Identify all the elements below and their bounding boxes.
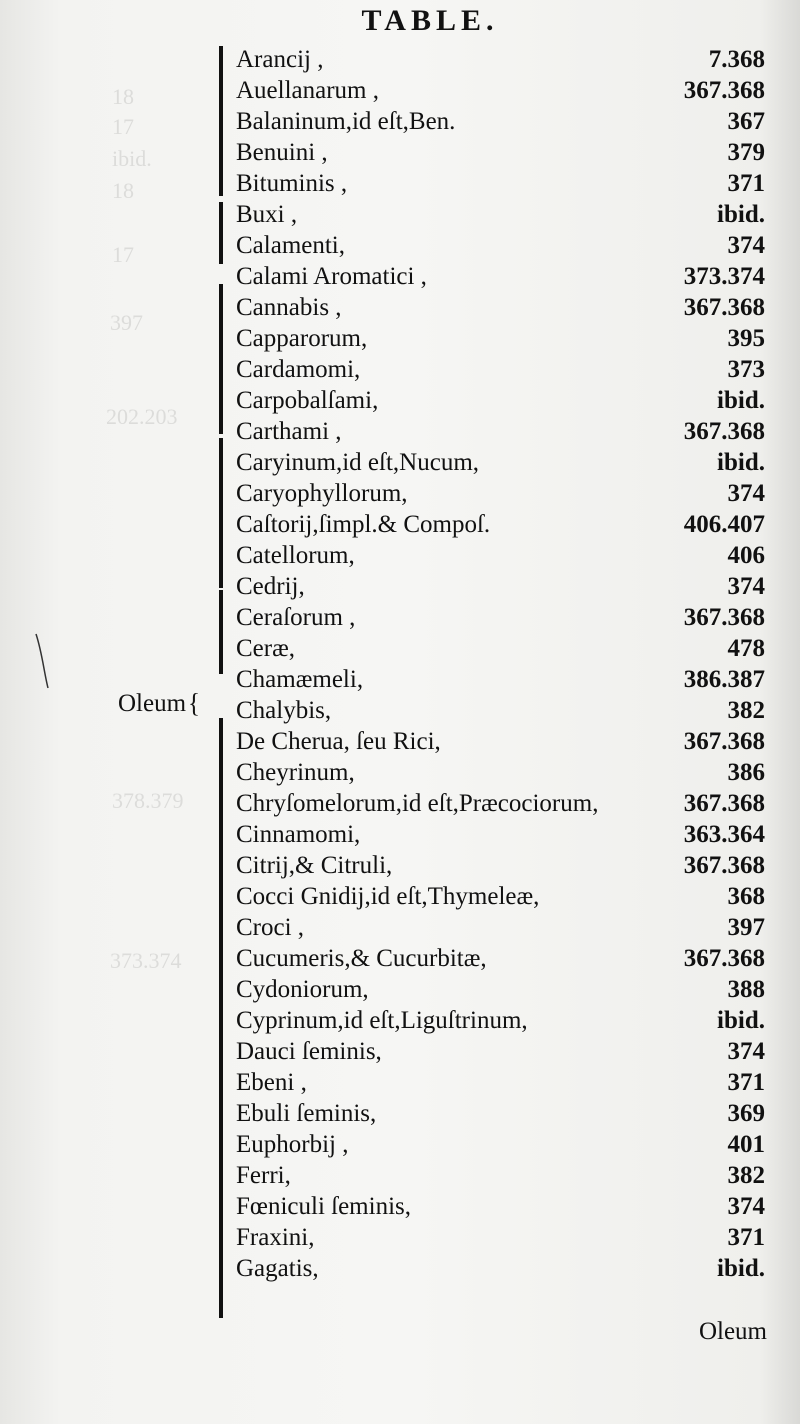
index-entry [0,943,800,974]
entry-page-ref: 374 [727,1038,765,1065]
index-entry [0,44,800,75]
index-entry [0,168,800,199]
entry-name: Calami Aromatici , [236,263,427,290]
index-entry [0,1067,800,1098]
entry-name: Cocci Gnidij,id eſt,Thymeleæ, [236,883,540,910]
entry-name: Auellanarum , [236,77,380,104]
index-entry [0,75,800,106]
entry-name: Cucumeris,& Cucurbitæ, [236,945,487,972]
entry-page-ref: 367.368 [683,77,765,104]
catchword: Oleum [698,1318,767,1345]
index-entry [0,1036,800,1067]
index-entry [0,819,800,850]
index-entry [0,106,800,137]
index-entry [0,974,800,1005]
entry-page-ref: 367.368 [683,945,765,972]
brace-icon: { [188,688,201,719]
index-entry [0,416,800,447]
entry-name: Cedrij, [236,573,305,600]
entry-page-ref: 386.387 [683,666,765,693]
entry-page-ref: 382 [727,1162,765,1189]
entry-page-ref: 371 [727,170,765,197]
index-entry [0,540,800,571]
entry-page-ref: 371 [727,1069,765,1096]
index-entry [0,354,800,385]
book-page: 18 17 ibid. 18 17 397 202.203 378.379 373.374 TABLE. Oleum{ Arancij , 7.368 Auellanarum , 367.368 Balaninum,id eſt,Ben. 367 Benuini , 379 Bituminis , 371 Buxi , ibid. Calamenti, 374 Calami Aromatici , 373.374 Cannabis , 367.368 Capparorum, 395 Cardamomi, 373 Carpobalſami, ibid. Carthami , 367.368 Caryinum,id eſt,Nucum, ibid. Caryophyllorum, 374 Caſtorij,ſimpl.& Compoſ. 406.407 Catellorum, 406 Cedrij, 374 Ceraſorum , 367.368 Ceræ, 478 Chamæmeli, 386.387 Chalybis, 382 De Cherua, ſeu Rici, 367.368 Cheyrinum, 386 Chryſomelorum,id eſt,Præcociorum, 367.368 Cinnamomi, 363.364 Citrij,& Citruli, 367.368 Cocci Gnidij,id eſt,Thymeleæ, 368 Croci , 397 Cucumeris,& Cucurbitæ, 367.368 Cydoniorum, 388 Cyprinum,id eſt,Liguſtrinum, ibid. Dauci ſeminis, 374 Ebeni , 371 Ebuli ſeminis, 369 Euphorbij , 401 Ferri, 382 Fœniculi ſeminis, 374 Fraxini, 371 Gagatis, ibid. Oleum [0,0,800,1424]
entry-name: Cannabis , [236,294,342,321]
entry-name: Fraxini, [236,1224,315,1251]
index-entry [0,602,800,633]
index-entry [0,385,800,416]
entry-name: Ebuli ſeminis, [236,1100,377,1127]
entry-page-ref: 386 [727,759,765,786]
entry-page-ref: 367.368 [683,604,765,631]
entry-name: Ferri, [236,1162,291,1189]
entry-page-ref: 395 [727,325,765,352]
entry-page-ref: 367.368 [683,418,765,445]
index-entry [0,1253,800,1284]
entry-page-ref: 401 [727,1131,765,1158]
index-entry [0,1222,800,1253]
entry-page-ref: ibid. [717,1007,765,1034]
entry-page-ref: 374 [727,480,765,507]
entry-name: Cydoniorum, [236,976,369,1003]
entry-name: Benuini , [236,139,328,166]
group-label-text: Oleum [118,690,187,717]
entry-page-ref: 373 [727,356,765,383]
entry-page-ref: 367.368 [683,294,765,321]
index-entry [0,1129,800,1160]
entry-name: Ceraſorum , [236,604,356,631]
entry-name: Euphorbij , [236,1131,349,1158]
entry-page-ref: 371 [727,1224,765,1251]
index-entry [0,757,800,788]
entry-name: Bituminis , [236,170,348,197]
entry-name: Chalybis, [236,697,332,724]
entry-name: Caryinum,id eſt,Nucum, [236,449,480,476]
entry-name: Citrij,& Citruli, [236,852,393,879]
index-entry [0,788,800,819]
entry-name: Buxi , [236,201,298,228]
index-entry [0,230,800,261]
entry-name: Cyprinum,id eſt,Liguſtrinum, [236,1007,528,1034]
index-entry [0,633,800,664]
index-entry [0,292,800,323]
entry-page-ref: 369 [727,1100,765,1127]
entry-name: Cinnamomi, [236,821,361,848]
index-entry [0,1191,800,1222]
index-entry [0,912,800,943]
entry-page-ref: 382 [727,697,765,724]
index-entry [0,509,800,540]
entry-name: Arancij , [236,46,324,73]
entry-page-ref: 397 [727,914,765,941]
index-entry [0,1160,800,1191]
entry-name: Carthami , [236,418,342,445]
index-entry [0,881,800,912]
entry-name: Chamæmeli, [236,666,364,693]
entry-page-ref: 368 [727,883,765,910]
margin-stroke [32,632,52,692]
index-entry [0,1005,800,1036]
entry-name: Croci , [236,914,305,941]
entry-page-ref: 406 [727,542,765,569]
index-entry [0,478,800,509]
entry-page-ref: 367.368 [683,790,765,817]
entry-name: Gagatis, [236,1255,319,1282]
entry-page-ref: ibid. [717,387,765,414]
entry-name: Cardamomi, [236,356,361,383]
index-entry [0,261,800,292]
entry-page-ref: 478 [727,635,765,662]
index-entry [0,1098,800,1129]
entry-page-ref: 406.407 [683,511,765,538]
entry-name: Carpobalſami, [236,387,379,414]
entry-page-ref: 363.364 [683,821,765,848]
entry-name: Ceræ, [236,635,296,662]
entry-name: Capparorum, [236,325,368,352]
entry-page-ref: 7.368 [708,46,765,73]
index-entry [0,695,800,726]
entry-name: Fœniculi ſeminis, [236,1193,411,1220]
entry-page-ref: 374 [727,573,765,600]
index-entry [0,447,800,478]
index-entry [0,323,800,354]
entry-name: De Cherua, ſeu Rici, [236,728,441,755]
entry-name: Catellorum, [236,542,355,569]
page-title: TABLE. [361,4,499,37]
entry-name: Caryophyllorum, [236,480,408,507]
entry-page-ref: ibid. [717,449,765,476]
entry-page-ref: 367 [727,108,765,135]
entry-name: Balaninum,id eſt,Ben. [236,108,456,135]
entry-page-ref: ibid. [717,1255,765,1282]
entry-name: Chryſomelorum,id eſt,Præcociorum, [236,790,599,817]
entry-page-ref: 367.368 [683,728,765,755]
index-entry [0,137,800,168]
entry-name: Ebeni , [236,1069,307,1096]
index-entry [0,199,800,230]
entry-name: Dauci ſeminis, [236,1038,382,1065]
entry-name: Caſtorij,ſimpl.& Compoſ. [236,511,491,538]
entry-name: Cheyrinum, [236,759,355,786]
entry-page-ref: 388 [727,976,765,1003]
entry-page-ref: 374 [727,1193,765,1220]
index-entry [0,726,800,757]
entry-page-ref: 374 [727,232,765,259]
index-entry [0,664,800,695]
index-entry [0,571,800,602]
entry-page-ref: ibid. [717,201,765,228]
entry-page-ref: 367.368 [683,852,765,879]
entry-page-ref: 373.374 [683,263,765,290]
index-entry [0,850,800,881]
entry-page-ref: 379 [727,139,765,166]
entry-name: Calamenti, [236,232,345,259]
